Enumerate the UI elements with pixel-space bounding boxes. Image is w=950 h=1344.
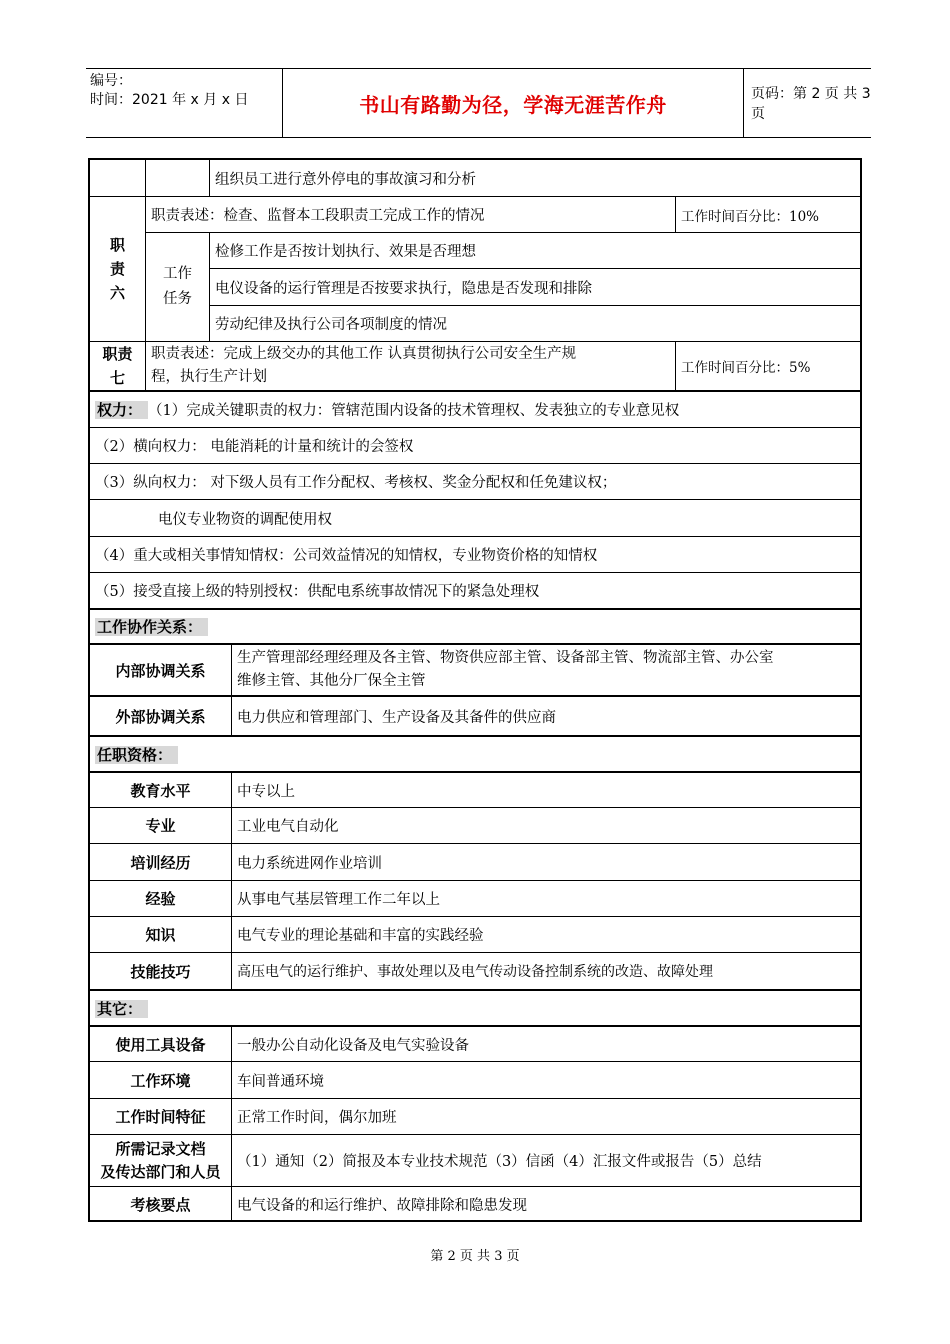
duty7-label-line: 职责	[102, 345, 133, 363]
qualifications-title-row	[90, 735, 860, 771]
other-label: 考核要点	[90, 1186, 232, 1222]
other-label-line: 及传达部门和人员	[100, 1162, 221, 1181]
other-label: 工作时间特征	[90, 1098, 232, 1134]
code-label: 编号：	[90, 73, 132, 89]
duty6-label	[90, 196, 146, 341]
task-label-line: 工作	[163, 266, 192, 282]
page-footer: 第 2 页 共 3 页	[430, 1249, 520, 1264]
duty7-label	[90, 341, 146, 390]
other-title-row	[90, 989, 860, 1025]
other-value: 一般办公自动化设备及电气实验设备	[232, 1025, 860, 1061]
job-description-form	[88, 158, 862, 1222]
header-left-cell	[86, 69, 282, 137]
cooperation-value: 电力供应和管理部门、生产设备及其备件的供应商	[232, 695, 860, 735]
duty6-time-percent: 工作时间百分比：10%	[676, 196, 860, 232]
authority-item: 电仪专业物资的调配使用权	[90, 499, 860, 536]
qualification-value: 电力系统进网作业培训	[232, 843, 860, 880]
qualification-label: 经验	[90, 880, 232, 916]
other-value: 车间普通环境	[232, 1061, 860, 1098]
header-page-cell	[743, 69, 871, 137]
duty6-label-line: 六	[109, 284, 125, 302]
duty6-task: 检修工作是否按计划执行、效果是否理想	[210, 232, 860, 268]
duty7-description-line: 程，执行生产计划	[151, 369, 267, 385]
cooperation-value	[232, 643, 860, 695]
cooperation-label: 外部协调关系	[90, 695, 232, 735]
task-label-line: 任务	[163, 291, 192, 307]
cooperation-label: 内部协调关系	[90, 643, 232, 695]
page-header	[86, 68, 871, 138]
other-value: 正常工作时间，偶尔加班	[232, 1098, 860, 1134]
qualification-value: 从事电气基层管理工作二年以上	[232, 880, 860, 916]
cooperation-value-line: 维修主管、其他分厂保全主管	[237, 673, 426, 689]
authority-item: （3）纵向权力： 对下级人员有工作分配权、考核权、奖金分配权和任免建议权；	[90, 463, 860, 499]
qualification-value: 中专以上	[232, 771, 860, 807]
other-label	[90, 1134, 232, 1186]
continued-task: 组织员工进行意外停电的事故演习和分析	[215, 171, 476, 188]
duty7-label-line: 七	[109, 369, 125, 387]
qualifications-title: 任职资格：	[95, 744, 178, 765]
other-label: 使用工具设备	[90, 1025, 232, 1061]
duty6-task: 劳动纪律及执行公司各项制度的情况	[210, 305, 860, 341]
qualification-label: 技能技巧	[90, 952, 232, 989]
qualification-value: 电气专业的理论基础和丰富的实践经验	[232, 916, 860, 952]
duty-label-cell-empty	[90, 160, 146, 196]
other-title: 其它：	[95, 998, 148, 1019]
qualification-value: 高压电气的运行维护、事故处理以及电气传动设备控制系统的改造、故障处理	[232, 952, 860, 989]
header-motto-cell	[282, 69, 744, 137]
duty7-description-line: 职责表述：完成上级交办的其他工作 认真贯彻执行公司安全生产规	[151, 346, 577, 362]
authority-row-1	[90, 390, 860, 427]
qualification-label: 知识	[90, 916, 232, 952]
cooperation-value-line: 生产管理部经理经理及各主管、物资供应部主管、设备部主管、物流部主管、办公室	[237, 650, 774, 666]
motto: 书山有路勤为径，学海无涯苦作舟	[359, 92, 667, 117]
duty6-description: 职责表述：检查、监督本工段职责工完成工作的情况	[146, 196, 676, 232]
duty6-label-line: 职	[109, 236, 125, 254]
cooperation-title: 工作协作关系：	[95, 616, 208, 637]
duty7-time-percent: 工作时间百分比：5%	[676, 341, 860, 390]
duty6-label-line: 责	[109, 260, 125, 278]
page-info: 页码：第 2 页 共 3 页	[751, 86, 871, 122]
other-label-line: 所需记录文档	[115, 1139, 206, 1158]
duty6-task-label	[146, 232, 210, 341]
qualification-label: 教育水平	[90, 771, 232, 807]
other-label: 工作环境	[90, 1061, 232, 1098]
authority-item: （2）横向权力： 电能消耗的计量和统计的会签权	[90, 427, 860, 463]
qualification-value: 工业电气自动化	[232, 807, 860, 843]
authority-item: （1）完成关键职责的权力：管辖范围内设备的技术管理权、发表独立的专业意见权	[148, 403, 680, 419]
qualification-label: 培训经历	[90, 843, 232, 880]
other-value: （1）通知（2）简报及本专业技术规范（3）信函（4）汇报文件或报告（5）总结	[232, 1134, 860, 1186]
qualification-label: 专业	[90, 807, 232, 843]
authority-item: （5）接受直接上级的特别授权：供配电系统事故情况下的紧急处理权	[90, 572, 860, 608]
authority-title: 权力：	[95, 399, 148, 420]
date-line: 时间：2021 年 x 月 x 日	[90, 92, 249, 108]
task-label-cell-empty	[146, 160, 210, 196]
duty6-task: 电仪设备的运行管理是否按要求执行，隐患是否发现和排除	[210, 268, 860, 305]
authority-item: （4）重大或相关事情知情权：公司效益情况的知情权，专业物资价格的知情权	[90, 536, 860, 572]
cooperation-title-row	[90, 608, 860, 643]
other-value: 电气设备的和运行维护、故障排除和隐患发现	[232, 1186, 860, 1222]
duty7-description	[146, 341, 676, 390]
